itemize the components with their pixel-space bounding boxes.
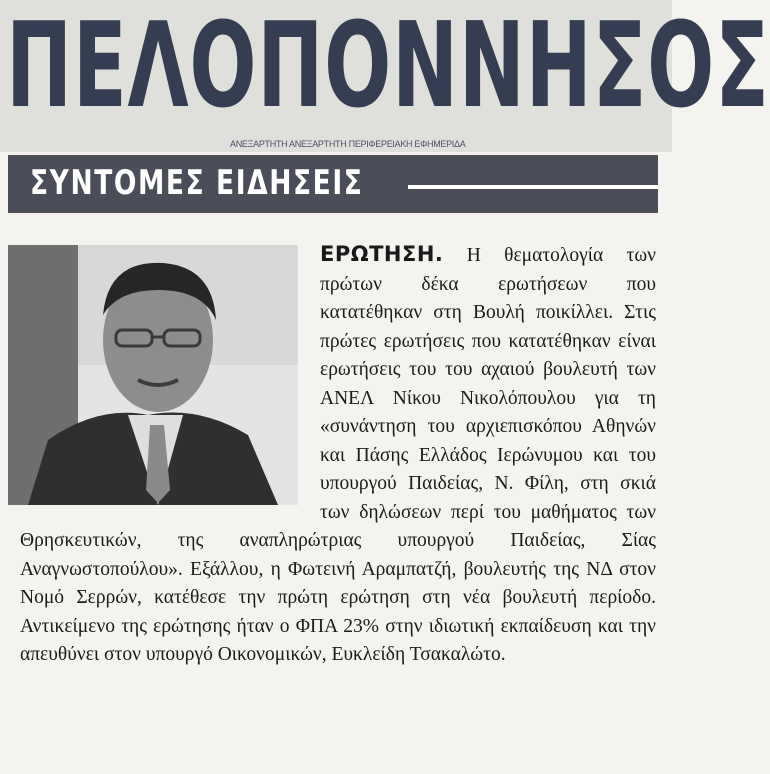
section-title: ΣΥΝΤΟΜΕΣ ΕΙΔΗΣΕΙΣ — [30, 163, 364, 203]
photo-wrap-space — [20, 240, 320, 508]
section-header — [8, 155, 658, 213]
masthead-subtitle: ΑΝΕΞΑΡΤΗΤΗ ΑΝΕΞΑΡΤΗΤΗ ΠΕΡΙΦΕΡΕΙΑΚΗ ΕΦΗΜΕΡΙΔΑ — [230, 139, 466, 149]
section-rule — [408, 185, 658, 189]
article — [20, 240, 656, 670]
masthead — [0, 0, 770, 152]
masthead-title: ΠΕΛΟΠΟΝΝΗΣΟΣ — [6, 0, 770, 134]
article-kicker: ΕΡΩΤΗΣΗ. — [320, 242, 444, 266]
article-body: Η θεματολογία των πρώτων δέκα ερωτήσεων που κατατέθηκαν στη Βουλή ποικίλλει. Στις πρώτες ερωτήσεις που κατατέθηκαν είναι ερωτήσεις του του αχαιού βουλευτή των ΑΝΕΛ Νίκου Νικολόπουλου για τη «συνάντηση του αρχιεπισκόπου Αθηνών και Πάσης Ελλάδος Ιερώνυμου και του υπουργού Παιδείας, Ν. Φίλη, στη σκιά των δηλώσεων περί του μαθήματος των Θρησκευτικών, της αναπληρώτριας υπουργού Παιδείας, Σίας Αναγνωστοπούλου». Εξάλλου, η Φωτεινή Αραμπατζή, βουλευτής της ΝΔ στον Νομό Σερρών, κατέθεσε την πρώτη ερώτηση στη νέα βουλευτή περίοδο. Αντικείμενο της ερώτησης ήταν ο ΦΠΑ 23% στην ιδιωτική εκπαίδευση και την απευθύνει στον υπουργό Οικονομικών, Ευκλείδη Τσακαλώτο. — [20, 245, 656, 665]
